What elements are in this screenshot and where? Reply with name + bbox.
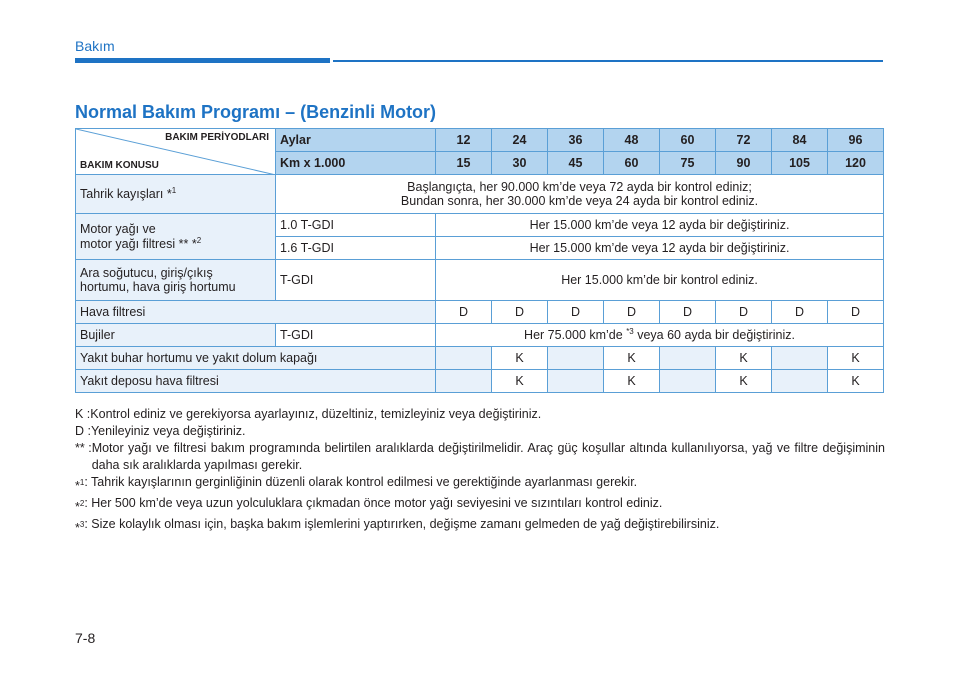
row-label: Bujiler [76,324,276,347]
row-label-text: hortumu, hava giriş hortumu [80,280,236,294]
row-label: Yakıt deposu hava filtresi [76,370,436,393]
month-cell: 48 [604,129,660,152]
interval-cell [772,370,828,393]
table-row [76,175,884,214]
month-cell: 12 [436,129,492,152]
interval-cell [436,347,492,370]
row-text: Her 15.000 km’de veya 12 ayda bir değiştiriniz. [436,237,884,260]
note-key-text: D : [75,424,91,438]
interval-cell: D [492,301,548,324]
km-cell: 15 [436,152,492,175]
note-key-text: K : [75,407,91,421]
interval-cell: D [716,301,772,324]
interval-cell: D [828,301,884,324]
row-text-line: Bundan sonra, her 30.000 km’de veya 24 ayda bir kontrol ediniz. [400,194,759,208]
km-cell: 105 [772,152,828,175]
month-cell: 24 [492,129,548,152]
table-corner [76,129,276,175]
table-row [76,260,884,301]
row-text [276,175,884,214]
interval-cell: D [772,301,828,324]
row-label [76,175,276,214]
note-item [75,423,885,440]
footnote-ref: 1 [171,186,177,196]
interval-cell [772,347,828,370]
row-label [76,214,276,260]
page-title: Normal Bakım Programı – (Benzinli Motor) [75,102,437,122]
month-cell: 84 [772,129,828,152]
footnote-ref: *3 [626,327,634,337]
row-label-text: motor yağı filtresi ** * [80,237,197,252]
month-cell: 72 [716,129,772,152]
interval-cell [436,370,492,393]
row-text-line: Başlangıçta, her 90.000 km’de veya 72 ayda bir kontrol ediniz; [407,180,752,194]
row-label-text: Ara soğutucu, giriş/çıkış [80,266,213,280]
note-key [75,495,84,516]
row-text-part: Her 75.000 km’de [524,328,627,343]
table-row [76,324,884,347]
note-text: Kontrol ediniz ve gerekiyorsa ayarlayınız, düzeltiniz, temizleyiniz veya değiştiriniz. [90,407,542,421]
row-sublabel: 1.0 T-GDI [276,214,436,237]
interval-cell: K [716,370,772,393]
interval-cell: K [604,347,660,370]
table-row [76,214,884,237]
row-label-text: Motor yağı ve [80,221,156,236]
maintenance-table [75,128,884,393]
month-cell: 36 [548,129,604,152]
km-cell: 60 [604,152,660,175]
note-text: Motor yağı ve filtresi bakım programında belirtilen aralıklarda değiştirilmelidir. Araç güç koşullar altında kullanılıyorsa, yağ ve filtre değişiminin daha sık aralıklarda yapılması gerekir. [91,441,885,472]
note-key-text: * [75,500,80,515]
note-item [75,440,885,474]
note-text: : Tahrik kayışlarının gerginliğinin düzenli olarak kontrol edilmesi ve gerektiğinde ayarlanması gerekir. [84,475,638,489]
interval-cell: D [660,301,716,324]
note-sup: 1 [79,478,85,487]
interval-cell: D [604,301,660,324]
note-key [75,474,84,495]
months-label: Aylar [276,129,436,152]
note-key [75,516,84,537]
note-sup: 2 [79,499,85,509]
note-key-text: * [75,479,80,494]
table-row [76,370,884,393]
interval-cell [548,370,604,393]
row-label-text: Tahrik kayışları * [80,187,172,202]
note-key [75,423,91,440]
section-title: Bakım [75,38,115,54]
note-item [75,495,885,516]
table-row [76,301,884,324]
row-text: Her 15.000 km’de veya 12 ayda bir değiştiriniz. [436,214,884,237]
note-text: : Size kolaylık olması için, başka bakım işlemlerini yaptırırken, değişme zamanı gelmeden de yağ değiştirebilirsiniz. [84,517,720,532]
corner-top-label: BAKIM PERİYODLARI [165,132,269,143]
km-label: Km x 1.000 [276,152,436,175]
table-row [76,347,884,370]
month-cell: 60 [660,129,716,152]
note-item [75,406,885,423]
row-text [436,324,884,347]
interval-cell: K [604,370,660,393]
interval-cell: D [548,301,604,324]
note-key [75,440,92,474]
row-label: Hava filtresi [76,301,436,324]
header-rule-thick [75,58,330,63]
interval-cell [660,370,716,393]
row-label: Yakıt buhar hortumu ve yakıt dolum kapağı [76,347,436,370]
note-key-text: ** : [75,441,92,455]
row-text: Her 15.000 km’de bir kontrol ediniz. [436,260,884,301]
corner-bottom-label: BAKIM KONUSU [80,160,159,171]
interval-cell: K [828,347,884,370]
note-sup: 3 [79,520,85,530]
km-cell: 90 [716,152,772,175]
footnote-ref: 2 [196,235,202,245]
km-cell: 30 [492,152,548,175]
interval-cell [548,347,604,370]
note-item [75,516,885,537]
interval-cell: K [716,347,772,370]
note-key-text: * [75,521,80,536]
km-cell: 120 [828,152,884,175]
interval-cell: K [492,370,548,393]
note-text: : Her 500 km’de veya uzun yolculuklara çıkmadan önce motor yağı seviyesini ve sızıntıları kontrol ediniz. [84,496,663,511]
month-cell: 96 [828,129,884,152]
note-item [75,474,885,495]
row-text-part: veya 60 ayda bir değiştiriniz. [633,328,795,343]
row-sublabel: 1.6 T-GDI [276,237,436,260]
page-number: 7-8 [75,630,96,646]
legend-notes [75,406,885,537]
note-text: Yenileyiniz veya değiştiriniz. [90,424,246,438]
km-cell: 45 [548,152,604,175]
row-sublabel: T-GDI [276,260,436,301]
note-key [75,406,90,423]
interval-cell: K [492,347,548,370]
interval-cell [660,347,716,370]
header-rule-thin [333,60,883,62]
interval-cell: K [828,370,884,393]
interval-cell: D [436,301,492,324]
row-label [76,260,276,301]
km-cell: 75 [660,152,716,175]
row-sublabel: T-GDI [276,324,436,347]
months-row [76,129,884,152]
